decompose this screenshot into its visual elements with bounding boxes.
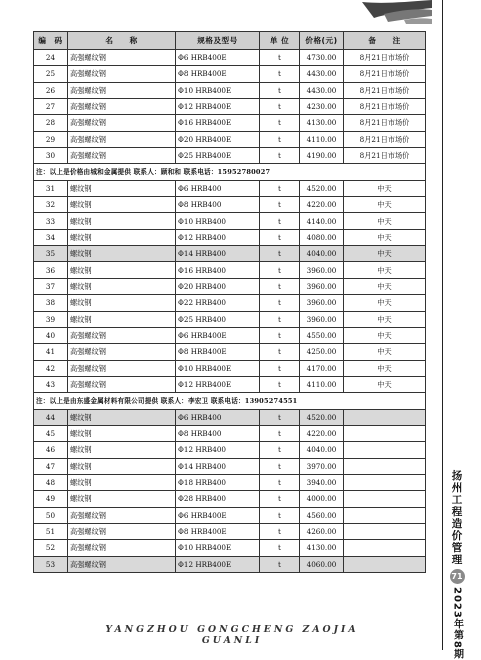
table-row — [34, 278, 426, 294]
cell-unit: t — [260, 360, 300, 376]
cell-remark: 中天 — [344, 229, 426, 245]
cell-name: 高强螺纹钢 — [68, 327, 176, 343]
cell-price: 3960.00 — [300, 278, 344, 294]
cell-price: 4730.00 — [300, 50, 344, 66]
cell-remark: 8月21日市场价 — [344, 82, 426, 98]
cell-spec: Φ6 HRB400E — [176, 507, 260, 523]
cell-name: 螺纹钢 — [68, 491, 176, 507]
cell-spec: Φ6 HRB400E — [176, 327, 260, 343]
cell-code: 49 — [34, 491, 68, 507]
cell-remark — [344, 507, 426, 523]
table-row — [34, 82, 426, 98]
cell-code: 36 — [34, 262, 68, 278]
table-header-row — [34, 32, 426, 50]
cell-spec: Φ20 HRB400E — [176, 131, 260, 147]
cell-unit: t — [260, 213, 300, 229]
cell-remark: 8月21日市场价 — [344, 148, 426, 164]
cell-code: 30 — [34, 148, 68, 164]
cell-unit: t — [260, 66, 300, 82]
cell-code: 42 — [34, 360, 68, 376]
cell-spec: Φ12 HRB400E — [176, 376, 260, 392]
cell-spec: Φ8 HRB400 — [176, 425, 260, 441]
cell-code: 46 — [34, 442, 68, 458]
cell-spec: Φ20 HRB400 — [176, 278, 260, 294]
cell-spec: Φ12 HRB400E — [176, 556, 260, 572]
cell-remark: 8月21日市场价 — [344, 66, 426, 82]
cell-spec: Φ28 HRB400 — [176, 491, 260, 507]
cell-price: 4040.00 — [300, 246, 344, 262]
cell-name: 高强螺纹钢 — [68, 148, 176, 164]
cell-unit: t — [260, 197, 300, 213]
cell-name: 高强螺纹钢 — [68, 376, 176, 392]
cell-price: 4250.00 — [300, 344, 344, 360]
cell-name: 高强螺纹钢 — [68, 115, 176, 131]
corner-decoration — [354, 0, 434, 26]
cell-spec: Φ22 HRB400 — [176, 295, 260, 311]
cell-unit: t — [260, 474, 300, 490]
cell-name: 高强螺纹钢 — [68, 82, 176, 98]
cell-price: 3960.00 — [300, 295, 344, 311]
cell-code: 50 — [34, 507, 68, 523]
cell-name: 螺纹钢 — [68, 213, 176, 229]
cell-spec: Φ10 HRB400E — [176, 82, 260, 98]
cell-name: 螺纹钢 — [68, 197, 176, 213]
header-code: 编 码 — [34, 32, 68, 50]
cell-name: 高强螺纹钢 — [68, 344, 176, 360]
cell-spec: Φ25 HRB400E — [176, 148, 260, 164]
table-row — [34, 66, 426, 82]
cell-unit: t — [260, 458, 300, 474]
cell-unit: t — [260, 99, 300, 115]
table-row — [34, 148, 426, 164]
cell-name: 螺纹钢 — [68, 458, 176, 474]
cell-price: 4550.00 — [300, 327, 344, 343]
cell-spec: Φ8 HRB400 — [176, 197, 260, 213]
cell-name: 螺纹钢 — [68, 229, 176, 245]
table-row — [34, 474, 426, 490]
table-row — [34, 180, 426, 196]
cell-spec: Φ12 HRB400E — [176, 99, 260, 115]
cell-spec: Φ16 HRB400 — [176, 262, 260, 278]
cell-name: 螺纹钢 — [68, 442, 176, 458]
table-row — [34, 295, 426, 311]
cell-unit: t — [260, 442, 300, 458]
cell-name: 高强螺纹钢 — [68, 50, 176, 66]
table-row — [34, 115, 426, 131]
cell-remark — [344, 425, 426, 441]
cell-name: 螺纹钢 — [68, 474, 176, 490]
table-row — [34, 327, 426, 343]
cell-name: 螺纹钢 — [68, 278, 176, 294]
cell-unit: t — [260, 180, 300, 196]
table-row — [34, 360, 426, 376]
table-row — [34, 246, 426, 262]
cell-spec: Φ10 HRB400E — [176, 360, 260, 376]
cell-spec: Φ6 HRB400E — [176, 50, 260, 66]
cell-name: 高强螺纹钢 — [68, 66, 176, 82]
magazine-title: 扬州工程造价管理 — [450, 470, 463, 566]
cell-name: 螺纹钢 — [68, 180, 176, 196]
cell-remark: 中天 — [344, 327, 426, 343]
table-row — [34, 229, 426, 245]
header-remark: 备 注 — [344, 32, 426, 50]
header-price: 价格(元) — [300, 32, 344, 50]
supplier-note-row — [34, 164, 426, 180]
cell-price: 4000.00 — [300, 491, 344, 507]
cell-unit: t — [260, 50, 300, 66]
cell-spec: Φ16 HRB400E — [176, 115, 260, 131]
cell-spec: Φ8 HRB400E — [176, 66, 260, 82]
cell-unit: t — [260, 148, 300, 164]
cell-spec: Φ6 HRB400 — [176, 409, 260, 425]
table-row — [34, 376, 426, 392]
cell-remark — [344, 442, 426, 458]
cell-code: 41 — [34, 344, 68, 360]
cell-unit: t — [260, 295, 300, 311]
cell-name: 螺纹钢 — [68, 409, 176, 425]
cell-price: 4230.00 — [300, 99, 344, 115]
table-row — [34, 344, 426, 360]
page-edge-rule — [442, 0, 443, 650]
cell-code: 25 — [34, 66, 68, 82]
cell-remark — [344, 409, 426, 425]
cell-price: 4220.00 — [300, 197, 344, 213]
cell-remark — [344, 458, 426, 474]
cell-code: 26 — [34, 82, 68, 98]
cell-price: 4080.00 — [300, 229, 344, 245]
cell-code: 40 — [34, 327, 68, 343]
cell-unit: t — [260, 327, 300, 343]
table-row — [34, 491, 426, 507]
cell-name: 高强螺纹钢 — [68, 523, 176, 539]
cell-remark: 中天 — [344, 180, 426, 196]
cell-remark: 中天 — [344, 295, 426, 311]
cell-spec: Φ10 HRB400E — [176, 540, 260, 556]
cell-code: 39 — [34, 311, 68, 327]
table-row — [34, 409, 426, 425]
cell-name: 高强螺纹钢 — [68, 556, 176, 572]
cell-price: 4430.00 — [300, 82, 344, 98]
table-row — [34, 556, 426, 572]
cell-unit: t — [260, 409, 300, 425]
cell-code: 24 — [34, 50, 68, 66]
cell-spec: Φ14 HRB400 — [176, 246, 260, 262]
header-unit: 单 位 — [260, 32, 300, 50]
cell-remark: 中天 — [344, 246, 426, 262]
cell-price: 3960.00 — [300, 262, 344, 278]
cell-remark: 中天 — [344, 213, 426, 229]
cell-price: 3970.00 — [300, 458, 344, 474]
cell-spec: Φ14 HRB400 — [176, 458, 260, 474]
cell-code: 43 — [34, 376, 68, 392]
cell-price: 4520.00 — [300, 180, 344, 196]
cell-price: 3940.00 — [300, 474, 344, 490]
cell-price: 4130.00 — [300, 540, 344, 556]
table-row — [34, 311, 426, 327]
supplier-note: 注：以上是价格由城和金属提供 联系人：顾和和 联系电话：15952780027 — [34, 164, 426, 180]
cell-price: 4110.00 — [300, 131, 344, 147]
cell-remark: 中天 — [344, 197, 426, 213]
cell-name: 高强螺纹钢 — [68, 131, 176, 147]
cell-name: 螺纹钢 — [68, 311, 176, 327]
cell-code: 32 — [34, 197, 68, 213]
cell-unit: t — [260, 425, 300, 441]
cell-unit: t — [260, 556, 300, 572]
cell-remark: 中天 — [344, 311, 426, 327]
table-row — [34, 197, 426, 213]
cell-price: 4260.00 — [300, 523, 344, 539]
cell-price: 4220.00 — [300, 425, 344, 441]
table-row — [34, 458, 426, 474]
cell-remark: 8月21日市场价 — [344, 115, 426, 131]
cell-code: 33 — [34, 213, 68, 229]
table-row — [34, 50, 426, 66]
cell-price: 4060.00 — [300, 556, 344, 572]
price-table — [33, 31, 426, 573]
cell-remark — [344, 474, 426, 490]
cell-unit: t — [260, 491, 300, 507]
cell-spec: Φ8 HRB400E — [176, 344, 260, 360]
cell-spec: Φ10 HRB400 — [176, 213, 260, 229]
cell-price: 4170.00 — [300, 360, 344, 376]
cell-remark: 8月21日市场价 — [344, 131, 426, 147]
cell-code: 38 — [34, 295, 68, 311]
cell-name: 高强螺纹钢 — [68, 99, 176, 115]
cell-remark: 中天 — [344, 278, 426, 294]
table-row — [34, 540, 426, 556]
header-name: 名 称 — [68, 32, 176, 50]
cell-unit: t — [260, 262, 300, 278]
cell-remark — [344, 556, 426, 572]
cell-name: 高强螺纹钢 — [68, 540, 176, 556]
cell-spec: Φ25 HRB400 — [176, 311, 260, 327]
cell-spec: Φ18 HRB400 — [176, 474, 260, 490]
cell-unit: t — [260, 376, 300, 392]
table-row — [34, 99, 426, 115]
footer-title: YANGZHOU GONGCHENG ZAOJIA GUANLI — [105, 624, 359, 646]
cell-code: 29 — [34, 131, 68, 147]
cell-price: 4130.00 — [300, 115, 344, 131]
cell-remark — [344, 523, 426, 539]
supplier-note: 注：以上是由东盛金属材料有限公司提供 联系人：李宏卫 联系电话：13905274551 — [34, 393, 426, 409]
table-row — [34, 425, 426, 441]
cell-spec: Φ12 HRB400 — [176, 442, 260, 458]
cell-unit: t — [260, 540, 300, 556]
cell-price: 3960.00 — [300, 311, 344, 327]
table-row — [34, 262, 426, 278]
cell-name: 螺纹钢 — [68, 425, 176, 441]
cell-code: 52 — [34, 540, 68, 556]
cell-code: 37 — [34, 278, 68, 294]
issue-label: 2023年第8期 — [451, 587, 463, 660]
header-spec: 规格及型号 — [176, 32, 260, 50]
cell-unit: t — [260, 131, 300, 147]
cell-remark — [344, 491, 426, 507]
table-row — [34, 523, 426, 539]
cell-unit: t — [260, 311, 300, 327]
cell-price: 4190.00 — [300, 148, 344, 164]
cell-code: 28 — [34, 115, 68, 131]
cell-price: 4520.00 — [300, 409, 344, 425]
cell-remark: 8月21日市场价 — [344, 99, 426, 115]
cell-remark: 8月21日市场价 — [344, 50, 426, 66]
cell-name: 螺纹钢 — [68, 246, 176, 262]
cell-remark: 中天 — [344, 376, 426, 392]
cell-code: 48 — [34, 474, 68, 490]
table-row — [34, 131, 426, 147]
cell-code: 53 — [34, 556, 68, 572]
cell-code: 34 — [34, 229, 68, 245]
cell-price: 4140.00 — [300, 213, 344, 229]
cell-price: 4560.00 — [300, 507, 344, 523]
cell-name: 高强螺纹钢 — [68, 360, 176, 376]
cell-unit: t — [260, 523, 300, 539]
side-banner — [446, 470, 468, 660]
cell-unit: t — [260, 278, 300, 294]
cell-price: 4110.00 — [300, 376, 344, 392]
cell-name: 螺纹钢 — [68, 295, 176, 311]
cell-code: 27 — [34, 99, 68, 115]
cell-name: 高强螺纹钢 — [68, 507, 176, 523]
cell-unit: t — [260, 246, 300, 262]
cell-unit: t — [260, 82, 300, 98]
cell-remark: 中天 — [344, 262, 426, 278]
cell-remark: 中天 — [344, 344, 426, 360]
cell-price: 4430.00 — [300, 66, 344, 82]
cell-code: 35 — [34, 246, 68, 262]
cell-code: 31 — [34, 180, 68, 196]
cell-remark: 中天 — [344, 360, 426, 376]
cell-name: 螺纹钢 — [68, 262, 176, 278]
cell-spec: Φ12 HRB400 — [176, 229, 260, 245]
cell-unit: t — [260, 229, 300, 245]
table-body — [34, 50, 426, 573]
cell-code: 44 — [34, 409, 68, 425]
table-row — [34, 213, 426, 229]
cell-code: 45 — [34, 425, 68, 441]
cell-unit: t — [260, 507, 300, 523]
cell-price: 4040.00 — [300, 442, 344, 458]
cell-unit: t — [260, 344, 300, 360]
cell-spec: Φ6 HRB400 — [176, 180, 260, 196]
supplier-note-row — [34, 393, 426, 409]
cell-spec: Φ8 HRB400E — [176, 523, 260, 539]
page-number-badge: 71 — [450, 569, 465, 584]
cell-code: 51 — [34, 523, 68, 539]
cell-code: 47 — [34, 458, 68, 474]
table-row — [34, 442, 426, 458]
cell-remark — [344, 540, 426, 556]
table-row — [34, 507, 426, 523]
cell-unit: t — [260, 115, 300, 131]
